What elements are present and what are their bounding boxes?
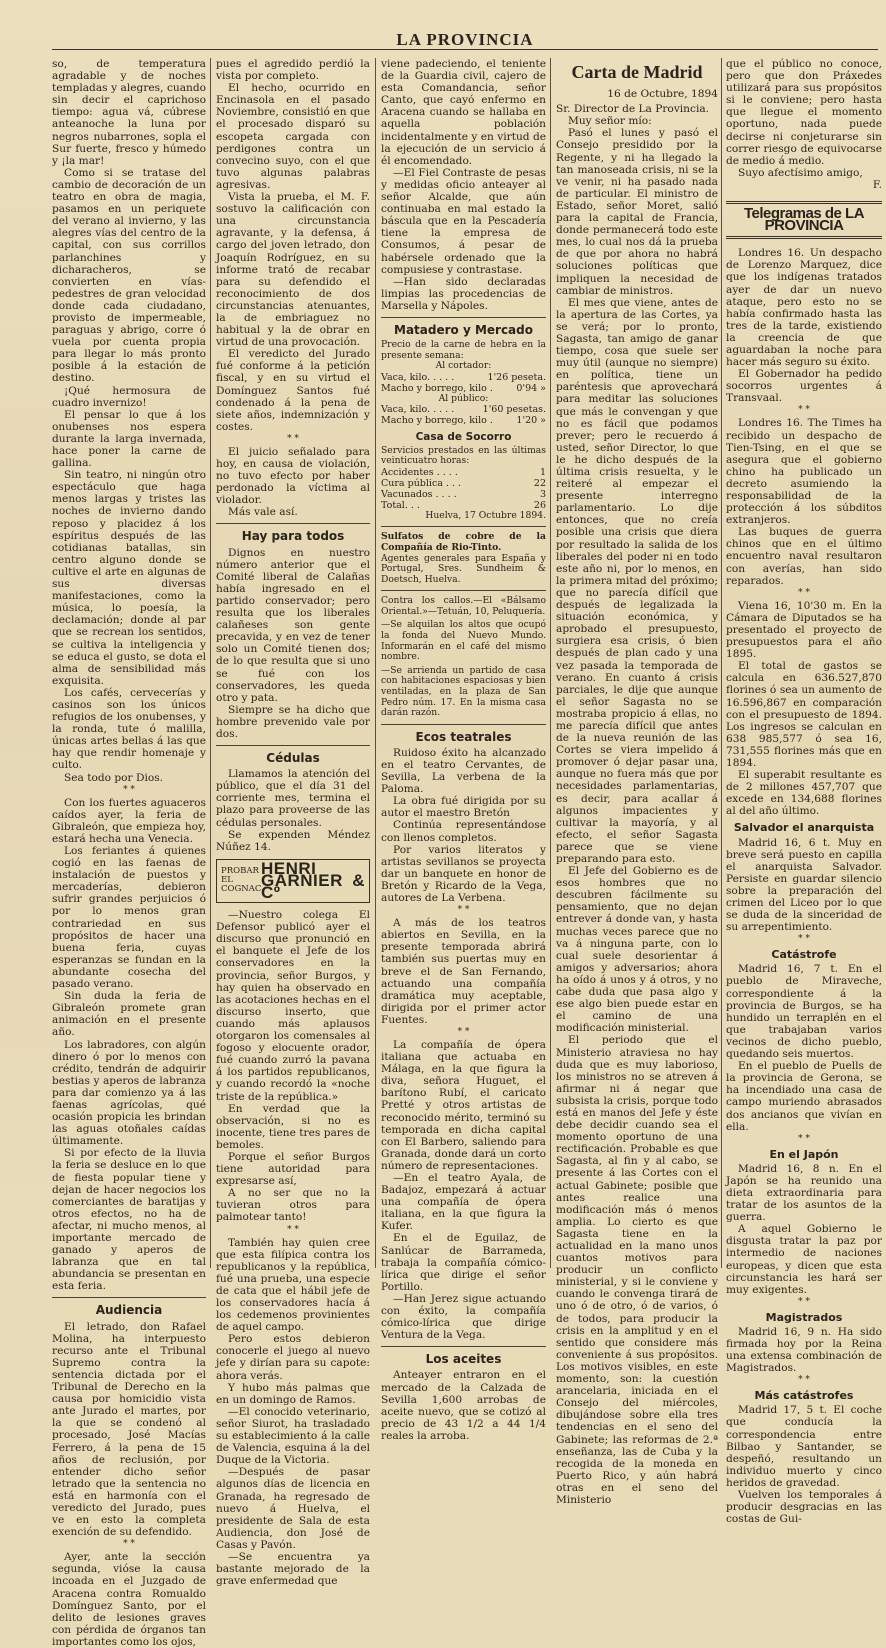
article-paragraph: El periodo que el Ministerio atraviesa no hay duda que es muy laborioso, los ministros no se atreven á afirmar ni á negar que subsista la crisis, porque todo está en manos del Jefe y éste debe decidir cuando sea el momento oportuno de una rectificación. Probable es que Sagasta, al fin y al cabo, se presente á las Cortes con el actual Gabinete; posible que antes realice una modificación más ó menos amplia. Lo cierto es que Sagasta tiene en la actualidad en la mano unos cuantos motivos para producir un conflicto ministerial, y si le conviene y cuando le convenga tirará de uno ó de otro, ó de varios, ó de todos, para producir la crisis en la amplitud y en el sentido que considere más conveniente á sus propósitos. Los motivos visibles, en este momento, son: la cuestión arancelaria, iniciada en el Consejo del miércoles, dibujándose sobre ella tres tendencias en el seno del Gabinete; las reformas de 2.ª enseñanza, las de Cuba y la recogida de la moneda en Puerto Rico, y aún habrá otras en el seno del Ministerio (556, 1034, 718, 1506)
price-row: Macho y borrego, kilo . 1'20 » (381, 415, 546, 427)
column-1 (52, 58, 206, 1648)
article-paragraph: Siempre se ha dicho que hombre prevenido vale por dos. (216, 703, 370, 740)
socorro-row: Vacunados . . . . 3 (381, 488, 546, 500)
article-paragraph: Con los fuertes aguaceros caídos ayer, la feria de Gibraleón, que empieza hoy, estará hecha una Venecia. (52, 796, 206, 845)
separator-stars: * * (798, 405, 810, 416)
socorro-intro: Servicios prestados en las últimas veinticuatro horas: (381, 444, 546, 467)
article-paragraph: Los labradores, con algún dinero ó por lo menos con crédito, tendrán de adquirir bestias y aperos de labranza para dar comienzo ya á las faenas agrícolas, qué ocasión propicia les brindan las aguas otoñales caídas últimamente. (52, 1038, 206, 1148)
al-publico-label: Al público: (438, 392, 489, 404)
socorro-row: Accidentes . . . . 1 (381, 466, 546, 478)
telegram-paragraph: Londres 16. The Times ha recibido un despacho de Tien-Tsing, en el que se asegura que el gobierno chino ha publicado un decreto asumiendo la responsabilidad de la protección á los súbditos extranjeros. (726, 417, 882, 527)
al-cortador-label: Al cortador: (435, 360, 492, 372)
separator-stars: * * (287, 1224, 299, 1235)
article-paragraph: —El Fiel Contraste de pesas y medidas oficio anteayer al señor Alcalde, que aún continuaba en mal estado la báscula que en la Pescadería tiene la empresa de Consumos, á pesar de habérsele ordenado que la compusiese y contrastase. (381, 166, 546, 276)
separator-stars: * * (798, 1375, 810, 1386)
section-title-ecos: Ecos teatrales (415, 729, 512, 744)
telegram-paragraph: El superabit resultante es de 2 millones 457,707 que excede en 134,688 florines al del año último. (726, 769, 882, 818)
article-paragraph: so, de temperatura agradable y de noches templadas y alegres, cuando sin decir el caprichoso tiempo: agua vá, cúbrese anteanoche la luna por negros nubarrones, sopla el Sur fuerte, fresco y húmedo y ¡la mar! (52, 58, 206, 167)
column-divider (550, 58, 551, 1268)
telegram-paragraph: Vuelven los temporales á producir desgracias en las costas de Gui- (726, 1489, 882, 1526)
article-paragraph: pues el agredido perdió la vista por completo. (216, 58, 370, 83)
ad-small-text: PROBAR EL COGNAC (221, 866, 262, 895)
separator-stars: * * (798, 1133, 810, 1144)
telegram-paragraph: Las buques de guerra chinos que en el último encuentro naval resultaron con averías, han sido reparados. (726, 526, 882, 587)
letter-salutation: Sr. Director de La Provincia. (556, 103, 710, 116)
column-divider (375, 58, 376, 1268)
article-paragraph: Si por efecto de la lluvia la feria se desluce en lo que de fiesta popular tiene y dejan de hacer negocios los comerciantes de baratijas y otros efectos, no ha de afectar, ni mucho menos, al importante mercado de ganado y aperos de labranza que en tal abundancia se presentan en esta feria. (52, 1147, 206, 1293)
article-paragraph: Y hubo más palmas que en un domingo de Ramos. (216, 1381, 370, 1406)
article-paragraph: Pero estos debieron conocerle el juego al nuevo jefe y dirían para su capote: ahora verás. (216, 1333, 370, 1382)
separator-stars: * * (123, 784, 135, 795)
article-paragraph: ¡Qué hermosura de cuadro invernizo! (52, 384, 206, 409)
telegram-paragraph: El total de gastos se calcula en 636.527,870 florines ó sea un aumento de 16.596,867 en comparación con el presupuesto de 1894. Los ingresos se calculan en 638 985,577 ó sea 16, 731,555 florines más que en 1894. (726, 660, 882, 769)
telegram-paragraph: Madrid 16, 6 t. Muy en breve será puesto en capilla el anarquista Salvador. Persiste en guardar silencio sobre la preparación del crimen del Liceo por lo que se duda de la sinceridad de su arrepentimiento. (726, 836, 882, 934)
article-paragraph: En el de Eguilaz, de Sanlúcar de Barrameda, trabaja la compañía cómico-lírica que dirige el señor Portillo. (381, 1232, 546, 1293)
article-paragraph: Como si se tratase del cambio de decoración de un teatro en obra de magia, pasamos en un periquete del verano al invierno, y las alegres vías del centro de la capital, con sus corrillos parlanchines y dicharacheros, se convierten en vías-pedestres de gran velocidad donde cada ciudadano, provisto de impermeable, paraguas y abrigo, corre ó vuela por cuenta propia para llegar lo más pronto posible á la estación de destino. (52, 166, 206, 385)
separator-stars: * * (798, 587, 810, 598)
telegram-paragraph: El Gobernador ha pedido socorros urgentes á Transvaal. (726, 368, 882, 405)
column-5 (726, 58, 882, 1526)
matadero-intro: Precio de la carne de hebra en la presente semana: (381, 339, 546, 361)
article-paragraph: Los feriantes á quienes cogió en las faenas de instalación de puestos y mercaderías, debieron sufrir grandes perjuicios ó por lo menos gran contrariedad en sus propósitos de hacer una buena feria, cuyas esperanzas se fundan en la abundante cosecha del pasado verano. (52, 845, 206, 991)
telegram-paragraph: A aquel Gobierno le disgusta tratar la paz por intermedio de naciones europeas, y dicen que esta circunstancia les hará ser muy exigentes. (726, 1223, 882, 1296)
article-paragraph: —En el teatro Ayala, de Badajoz, empezará á actuar una compañía de ópera italiana, en la que figura la Kufer. (381, 1172, 546, 1233)
article-paragraph: También hay quien cree que esta filípica contra los republicanos y la república, fué una prueba, una especie de cata que el hábil jefe de los conservadores hacía á los cedemenos provinientes de aquel campo. (216, 1236, 370, 1334)
section-title-magistrados: Magistrados (765, 1310, 843, 1324)
signature: F. (872, 178, 882, 191)
article-paragraph: Pasó el lunes y pasó el Consejo presidido por la Regente, y ni ha llegado la tan manoseada crisis, ni se la ve venir, ni ha pasado nada de particular. El ministro de Estado, señor Moret, salió para la capital de Francia, donde permanecerá todo este mes, lo cual nos dá la prueba de que por ahora no habrá soluciones políticas que impliquen la necesidad de cambiar de ministros. (556, 127, 718, 297)
separator-stars: * * (123, 1539, 135, 1550)
article-paragraph: Por varios literatos y artistas sevillanos se proyecta dar un banquete en honor de Bretón y Ricardo de la Vega, autores de La Verbena. (381, 843, 546, 905)
section-title-salvador: Salvador el anarquista (733, 821, 875, 835)
section-title-aceites: Los aceites (425, 1352, 502, 1367)
article-paragraph: —El conocido veterinario, señor Siurot, ha trasladado su establecimiento á la calle de Valencia, esquina á la del Duque de la Victoria. (216, 1405, 370, 1467)
price-row: Macho y borrego, kilo . 0'94 » (381, 382, 546, 394)
article-paragraph: Vista la prueba, el M. F. sostuvo la calificación con una circunstancia agravante, y la defensa, á cargo del joven letrado, don Joaquín Rodríguez, en su informe trató de recabar para su defendido el reconocimiento de dos circunstancias atenuantes, la de embriaguez no habitual y la de obrar en virtud de una provocación. (216, 191, 370, 349)
section-title-socorro: Casa de Socorro (415, 431, 512, 444)
separator-stars: * * (457, 905, 470, 916)
article-paragraph: A más de los teatros abiertos en Sevilla, en la presente temporada abrirá también sus puertas muy en breve el de San Fernando, actuando una compañía dramática muy aceptable, dirigida por el primer actor Fuentes. (381, 917, 546, 1026)
article-paragraph: Sin duda la feria de Gibraleón promete gran animación en el presente año. (52, 990, 206, 1039)
telegramas-title: Telegramas de LA PROVINCIA (726, 201, 882, 239)
telegram-paragraph: Viena 16, 10'30 m. En la Cámara de Diputados se ha presentado el proyecto de presupuestos para el año 1895. (726, 599, 882, 661)
article-paragraph: El pensar lo que á los onubenses nos espera durante la larga invernada, hace poner la carne de gallina. (52, 408, 206, 470)
carta-de-madrid-title: Carta de Madrid (571, 62, 703, 82)
letter-date: 16 de Octubre, 1894 (607, 88, 718, 101)
separator-stars: * * (457, 1026, 470, 1037)
article-paragraph: El mes que viene, antes de la apertura de las Cortes, ya se verá; por lo pronto, Sagasta, tan amigo de ganar tiempo, cosa que suele ser muy útil (aunque no siempre) en política, tiene un paréntesis que aprovechará para meditar las soluciones que más le convengan y que no es fácil que podamos prever; pero le recuerdo á usted, señor Director, lo que le he dicho después de la última crisis resuelta, y le reiteré al empezar el presente interregno parlamentario. Lo dije entonces, que no creía posible una crisis que diera por resultado la salida de los liberales del poder ni en todo este año ni, por lo menos, en la primera mitad del próximo; que no parecía difícil que después de legalizada la situación económica, y aprobado el presupuesto, surgiera esa crisis, ó bien después de plan cado y una vez pasada la temporada de verano. En cuanto á crisis parciales, le dije que aunque el señor Sagasta no se mostraba propicio á ellas, no me parecía difícil que antes de la nueva reunión de las Cortes se viera impelido á promover ó dejar pasar una, aunque no fuera más que por necesidades parlamentarias, es decir, para acallar á algunos impacientes y cultivar la mayoría, y al efecto, el señor Sagasta parece que se viene preparando para esto. (556, 296, 718, 865)
dateline: Huelva, 17 Octubre 1894. (425, 509, 546, 521)
separator-stars: * * (798, 934, 810, 945)
article-paragraph: Sin teatro, ni ningún otro espectáculo que haga menos largas y tristes las noches de invierno dando reposo y placidez á los espíritus después de las cotidianas batallas, sin centro alguno donde se cultive el arte en algunas de sus diversas manifestaciones, como la música, lo poesía, la declamación; donde al par que se recrean los sentidos, se cultiva la inteligencia y se educa el gusto, se dota el alma de sensibilidad más exquisita. (52, 469, 206, 687)
article-paragraph: Ayer, ante la sección segunda, vióse la causa incoada en el Juzgado de Aracena contra Romualdo Domínguez Santo, por el delito de lesiones graves con pérdida de órganos tan importantes como los ojos, (52, 1551, 206, 1648)
article-paragraph: Continúa representándose con llenos completos. (381, 819, 546, 844)
socorro-total: Total. . . 26 (381, 499, 546, 511)
section-rule (381, 526, 546, 527)
price-row: Vaca, kilo. . . . . 1'60 pesetas. (381, 404, 546, 416)
article-paragraph: que el público no conoce, pero que don Práxedes utilizará para sus propósitos si le conviene; pero hasta que llegue el momento oportuno, nada puede decirse ni conjeturarse sin correr riesgo de equivocarse de medio á medio. (726, 58, 882, 167)
section-title-cedulas: Cédulas (266, 751, 320, 766)
telegram-paragraph: Madrid 16, 8 n. En el Japón se ha reunido una dieta extraordinaria para tratar de los asuntos de la guerra. (726, 1162, 882, 1224)
article-paragraph: A no ser que no la tuvieran otros para palmotear tanto! (216, 1187, 370, 1224)
article-paragraph: Ruidoso éxito ha alcanzado en el teatro Cervantes, de Sevilla, La verbena de la Paloma. (381, 746, 546, 796)
article-paragraph: Los cafés, cervecerías y casinos son los únicos refugios de los onubenses, y la ronda, tute ó malilla, únicas artes bellas á las que hay que rendir homenaje y culto. (52, 686, 206, 772)
article-paragraph: El veredicto del Jurado fué conforme á la petición fiscal, y en su virtud el Domínguez Santos fué condenado á la pena de siete años, indemnización y costes. (216, 348, 370, 433)
article-paragraph: —Han Jerez sigue actuando con éxito, la compañía cómico-lírica que dirige Ventura de la Vega. (381, 1292, 546, 1342)
telegram-paragraph: En el pueblo de Puells de la provincia de Gerona, se ha incendiado una casa de campo muriendo abrasados dos ancianos que vivían en ella. (726, 1060, 882, 1133)
article-paragraph: —Nuestro colega El Defensor publicó ayer el discurso que pronunció en el banquete el Jefe de los conservadores en la provincia, señor Burgos, y hay quien ha observado en las acotaciones hechas en el discurso inserto, que cuando más aplausos otorgaron los comensales al fogoso y elocuente orador, fué cuando zurró la pavana á los partidos republicanos, y cuando recordó la «noche triste de la república.» (216, 909, 370, 1103)
sulfatos-body: Agentes generales para España y Portugal, Sres. Sundheim & Doetsch, Huelva. (381, 552, 546, 585)
article-paragraph: La obra fué dirigida por su autor el maestro Bretón (381, 795, 546, 820)
column-2 (216, 58, 370, 1588)
socorro-row: Cura pública . . . 22 (381, 477, 546, 489)
article-paragraph: Llamamos la atención del público, que el día 31 del corriente mes, termina el plazo para proveerse de las cédulas personales. (216, 768, 370, 829)
section-title-mas-catastrofes: Más catástrofes (754, 1389, 854, 1403)
article-paragraph: En verdad que la observación, si no es inocente, tiene tres pares de bemoles. (216, 1102, 370, 1151)
section-title-audiencia: Audiencia (95, 1303, 163, 1318)
section-rule (381, 317, 546, 318)
article-paragraph: Más vale así. (228, 506, 298, 519)
telegram-paragraph: Madrid 17, 5 t. El coche que conducía la correspondencia entre Bilbao y Santander, se despeñó, resultando un individuo muerto y cinco heridos de gravedad. (726, 1404, 882, 1489)
masthead (52, 28, 878, 50)
article-paragraph: Sea todo por Dios. (64, 771, 164, 784)
article-paragraph: —Han sido declaradas limpias las procedencias de Marsella y Nápoles. (381, 275, 546, 312)
section-rule (216, 523, 370, 524)
cognac-advertisement (216, 859, 370, 903)
section-rule (52, 1297, 206, 1298)
article-paragraph: El juicio señalado para hoy, en causa de violación, no tuvo efecto por haber perdonado la víctima al violador. (216, 445, 370, 507)
callos-notice: Contra los callos.—El «Bálsamo Oriental.»—Tetuán, 10, Peluquería. (381, 595, 546, 617)
section-rule (381, 590, 546, 591)
column-3 (381, 58, 546, 1442)
separator-stars: * * (287, 433, 299, 444)
article-paragraph: —Se encuentra ya bastante mejorado de la grave enfermedad que (216, 1550, 370, 1588)
article-paragraph: Porque el señor Burgos tiene autoridad para expresarse así, (216, 1150, 370, 1188)
section-title-matadero: Matadero y Mercado (394, 322, 533, 337)
article-paragraph: El letrado, don Rafael Molina, ha interpuesto recurso ante el Tribunal Supremo contra la sentencia dictada por el Tribunal de Derecho en la causa por homicidio vista ante Jurado el martes, por la que se condenó al procesado, José Macías Ferrero, á la pena de 15 años de reclusión, por entender dicho señor letrado que la sentencia no está en harmonía con el veredicto del Jurado, pues ve en esto la completa exención de su defendido. (52, 1320, 206, 1539)
article-paragraph: Se expenden Méndez Núñez 14. (216, 828, 370, 853)
letter-greeting: Muy señor mío: (568, 115, 652, 128)
article-paragraph: La compañía de ópera italiana que actuaba en Málaga, en la que figura la diva, señora Huguet, el barítono Rubí, el caricato Pretté y otros artistas de reconocido mérito, terminó su temporada en dicha capital con El Barbero, saliendo para Granada, donde dará un corto número de representaciones. (381, 1038, 546, 1172)
column-4 (556, 58, 718, 1506)
article-paragraph: El Jefe del Gobierno es de esos hombres que no descubren fácilmente su pensamiento, que no dejan entrever á donde van, y hasta muchas veces parece que no va á ninguna parte, con lo cual suele desorientar á amigos y adversarios; ahora ha oído á unos y á otros, y no cabe duda que pasa algo y ese algo bien puede estar en el camino de una modificación ministerial. (556, 865, 718, 1035)
column-divider (721, 58, 722, 1268)
article-paragraph: —Después de pasar algunos días de licencia en Granada, ha regresado de nuevo á Huelva, el presidente de Sala de esta Audiencia, don José de Casas y Pavón. (216, 1466, 370, 1551)
alquilan-notice: —Se alquilan los altos que ocupó la fonda del Nuevo Mundo. Informarán en el café del mismo nombre. (381, 619, 546, 663)
separator-stars: * * (798, 1296, 810, 1307)
article-paragraph: El hecho, ocurrido en Encinasola en el pasado Noviembre, consistió en que el procesado disparó su escopeta cargada con perdigones contra un convecino suyo, con el que tuvo algunas palabras agresivas. (216, 82, 370, 191)
telegram-paragraph: Madrid 16, 9 n. Ha sido firmada hoy por la Reina una extensa combinación de Magistrados. (726, 1325, 882, 1375)
letter-closing: Suyo afectísimo amigo, (738, 166, 863, 179)
telegram-paragraph: Londres 16. Un despacho de Lorenzo Marquez, dice que los indígenas tratados ayer de dar un nuevo ataque, pero esto no se había confirmado hasta las tres de la tarde, existiendo la creencia de que aguardaban la noche para hacer más seguro su éxito. (726, 247, 882, 369)
column-divider (210, 58, 211, 1268)
section-rule (216, 745, 370, 746)
telegram-paragraph: Madrid 16, 7 t. En el pueblo de Miraveche, correspondiente á la provincia de Burgos, se ha hundido un terraplén en el que trabajaban varios vecinos de dicho pueblo, quedando seis muertos. (726, 963, 882, 1061)
arrienda-notice: —Se arrienda un partido de casa con habitaciones espaciosas y bien ventiladas, en la plaza de San Pedro núm. 17. En la misma casa darán razón. (381, 664, 546, 719)
section-title-hay-para-todos: Hay para todos (241, 529, 345, 544)
section-title-catastrofe: Catástrofe (771, 948, 837, 962)
newspaper-title: LA PROVINCIA (396, 30, 534, 49)
ad-brand: HENRI GARNIER & Cº (261, 858, 365, 902)
article-paragraph: Dignos en nuestro número anterior que el Comité liberal de Calañas había ingresado en el partido conservador; pero resulta que los liberales calañeses son gente precavida, y en vez de tener solo un Comité tienen dos; de lo que resulta que si uno se fué con los conservadores, les queda otro y pata. (216, 546, 370, 704)
sulfatos-heading: Sulfatos de cobre de la Compañía de Rio-Tinto. (381, 531, 546, 553)
section-title-japon: En el Japón (769, 1147, 839, 1161)
price-row: Vaca, kilo. . . . . 1'26 peseta. (381, 371, 546, 383)
article-paragraph: viene padeciendo, el teniente de la Guardia civil, cajero de esta Comandancia, señor Canto, que cayó enfermo en Aracena cuando se hallaba en aquella población incidentalmente y en virtud de la ejecución de un servicio á él encomendado. (381, 58, 546, 167)
article-paragraph: Anteayer entraron en el mercado de la Calzada de Sevilla 1,600 arrobas de aceite nuevo, que se cotizó al precio de 43 1/2 a 44 1/4 reales la arroba. (381, 1369, 546, 1442)
section-rule (381, 1346, 546, 1347)
section-rule (381, 724, 546, 725)
